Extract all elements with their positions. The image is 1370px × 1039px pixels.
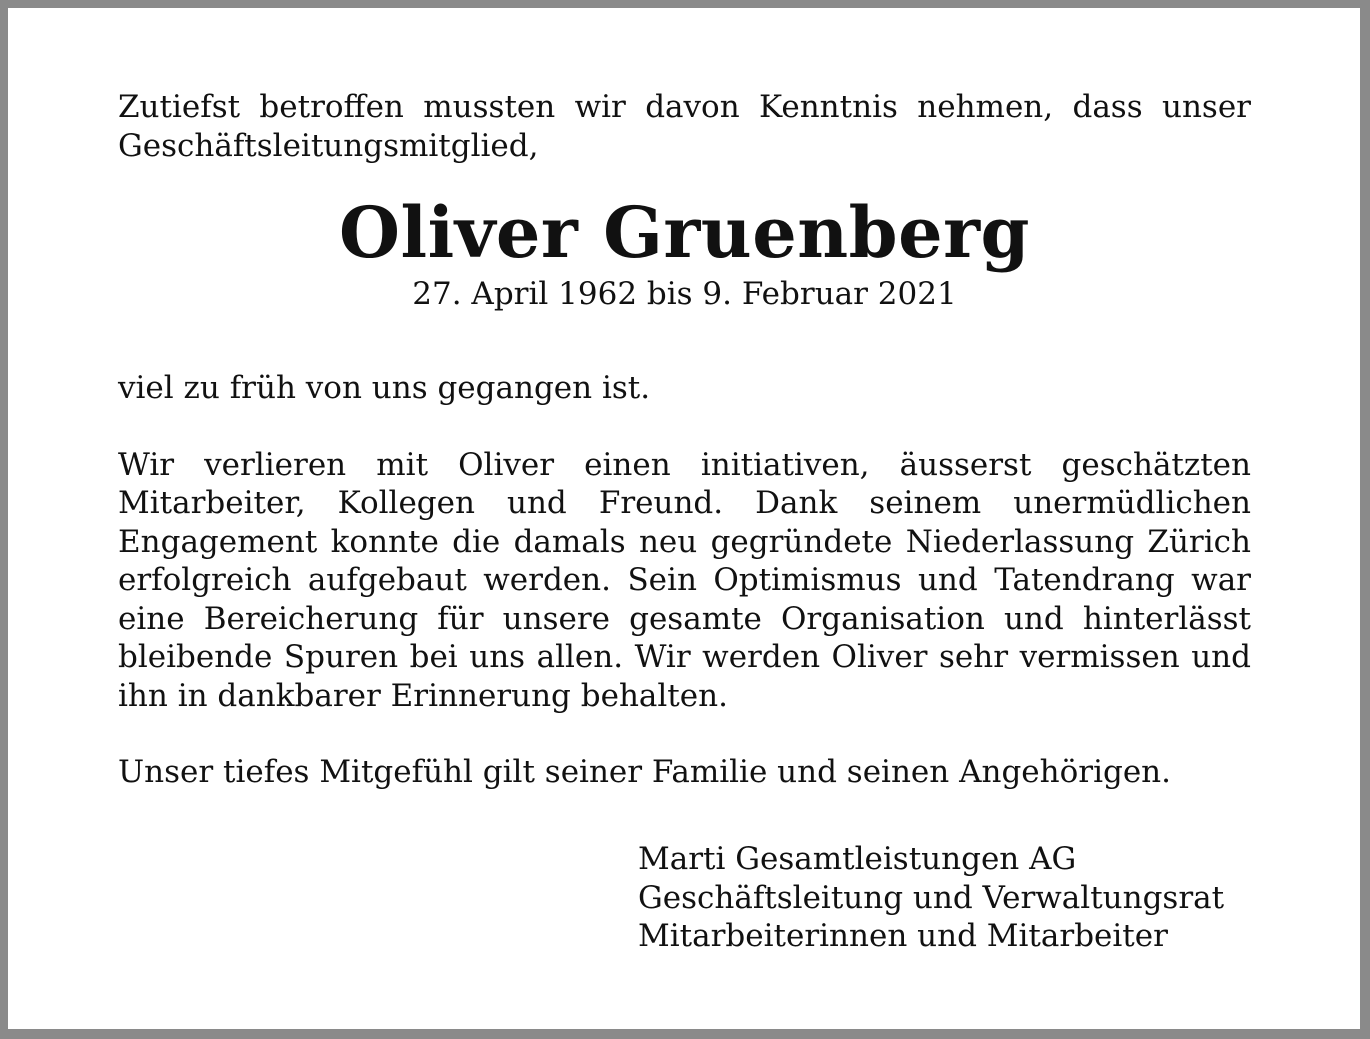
intro-text: Zutiefst betroffen mussten wir davon Kenntnis nehmen, dass unser Geschäftsleitungsmitglied, bbox=[118, 89, 1251, 164]
signature-staff: Mitarbeiterinnen und Mitarbeiter bbox=[638, 918, 1168, 954]
passing-text: viel zu früh von uns gegangen ist. bbox=[118, 370, 651, 406]
signature-block bbox=[638, 840, 1278, 956]
life-dates: 27. April 1962 bis 9. Februar 2021 bbox=[412, 276, 957, 312]
deceased-name: Oliver Gruenberg bbox=[339, 191, 1030, 274]
condolence-text: Unser tiefes Mitgefühl gilt seiner Familie und seinen Angehörigen. bbox=[118, 754, 1172, 790]
signature-management: Geschäftsleitung und Verwaltungsrat bbox=[638, 879, 1225, 916]
tribute-text: Wir verlieren mit Oliver einen initiativen, äusserst geschätzten Mitarbeiter, Kollegen und Freund. Dank seinem unermüdlichen Engagement konnte die damals neu gegründete Niederlassung Zürich erfolgreich aufgebaut werden. Sein Optimismus und Tatendrang war eine Bereicherung für unsere gesamte Organisation und hinterlässt bleibende Spuren bei uns allen. Wir werden Oliver sehr vermissen und ihn in dankbarer Erinnerung behalten. bbox=[118, 446, 1251, 714]
obituary-page bbox=[8, 8, 1360, 1029]
obituary-content bbox=[118, 88, 1251, 792]
signature-company: Marti Gesamtleistungen AG bbox=[638, 841, 1077, 877]
